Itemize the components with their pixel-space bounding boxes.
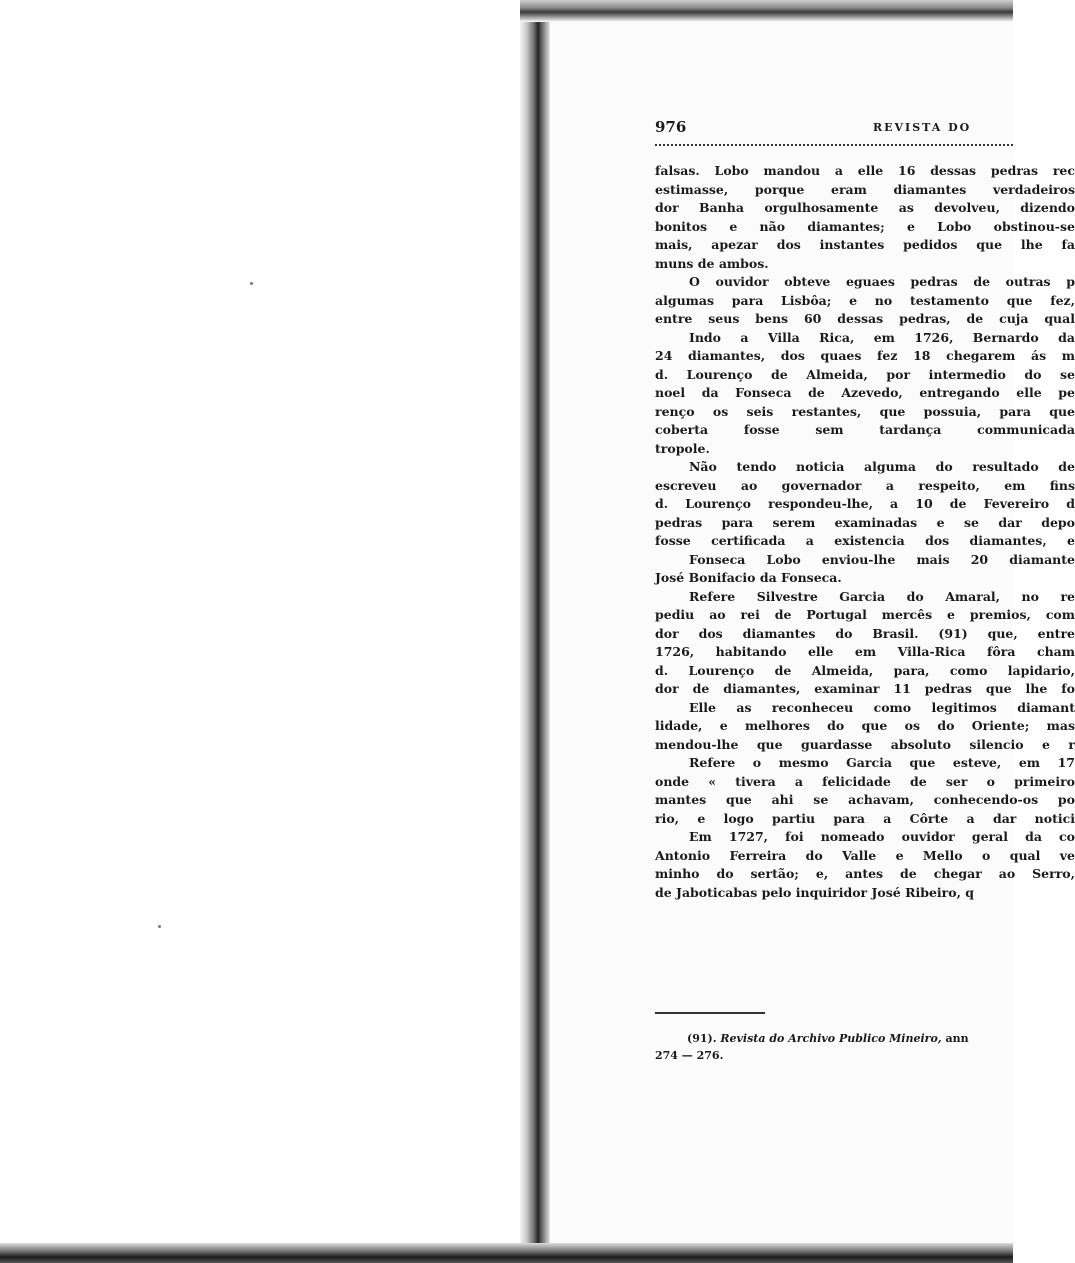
text-line: lidade, e melhores do que os do Oriente; mas	[655, 718, 1075, 733]
page-top-edge	[520, 0, 1013, 22]
text-line: entre seus bens 60 dessas pedras, de cuja qual	[655, 311, 1075, 326]
text-line: d. Lourenço de Almeida, para, como lapidario,	[655, 662, 1075, 678]
text-line: Em 1727, foi nomeado ouvidor geral da co	[689, 829, 1075, 844]
text-line: d. Lourenço de Almeida, por intermedio do se	[655, 366, 1075, 382]
text-line: Antonio Ferreira do Valle e Mello o qual ve	[655, 847, 1075, 863]
text-line: dor dos diamantes do Brasil. (91) que, entre	[655, 625, 1075, 641]
header-rule	[655, 144, 1013, 146]
text-line: coberta fosse sem tardança communicada	[655, 422, 1075, 437]
text-line: Elle as reconheceu como legitimos diamant	[689, 699, 1075, 715]
text-line: Refere o mesmo Garcia que esteve, em 17	[689, 755, 1075, 770]
text-line: mendou-lhe que guardasse absoluto silencio e r	[655, 736, 1075, 752]
book-spine-edge	[520, 0, 550, 1263]
text-line: tropole.	[655, 440, 710, 456]
footnote-title: Revista do Archivo Publico Mineiro,	[720, 1032, 942, 1045]
footnote-line	[655, 1030, 1075, 1047]
text-line: mantes que ahi se achavam, conhecendo-os po	[655, 792, 1075, 807]
running-head: REVISTA DO	[873, 121, 972, 134]
text-line: onde « tivera a felicidade de ser o primeiro	[655, 773, 1075, 789]
body-text	[655, 162, 1075, 902]
page-number: 976	[655, 118, 687, 136]
text-line: falsas. Lobo mandou a elle 16 dessas pedras rec	[655, 163, 1075, 178]
text-line: muns de ambos.	[655, 255, 769, 271]
text-line: noel da Fonseca de Azevedo, entregando elle pe	[655, 385, 1075, 400]
text-line: dor de diamantes, examinar 11 pedras que lhe fo	[655, 681, 1075, 696]
text-line: pediu ao rei de Portugal mercês e premios, com	[655, 607, 1075, 622]
text-line: 24 diamantes, dos quaes fez 18 chegarem ás m	[655, 348, 1075, 363]
text-line: fosse certificada a existencia dos diamantes, e	[655, 533, 1075, 548]
footnote-tail: ann	[945, 1032, 969, 1045]
text-line: Indo a Villa Rica, em 1726, Bernardo da	[689, 329, 1075, 345]
text-line: algumas para Lisbôa; e no testamento que fez,	[655, 292, 1075, 308]
footnote-pages: 274 — 276.	[655, 1049, 724, 1062]
text-line: Refere Silvestre Garcia do Amaral, no re	[689, 588, 1075, 604]
footnote-marker: (91).	[687, 1032, 717, 1045]
text-line: minho do sertão; e, antes de chegar ao Serro,	[655, 866, 1075, 881]
blank-facing-page	[0, 0, 520, 1263]
text-line: O ouvidor obteve eguaes pedras de outras p	[689, 274, 1075, 289]
text-line: 1726, habitando elle em Villa-Rica fôra cham	[655, 644, 1075, 659]
text-line: Não tendo noticia alguma do resultado de	[689, 459, 1075, 474]
footnotes	[655, 1030, 1075, 1064]
text-line: pedras para serem examinadas e se dar depo	[655, 514, 1075, 530]
page-header	[655, 118, 1013, 140]
text-line: de Jaboticabas pelo inquiridor José Ribeiro, q	[655, 884, 975, 900]
text-line: d. Lourenço respondeu-lhe, a 10 de Fevereiro d	[655, 496, 1075, 511]
text-line: rio, e logo partiu para a Côrte a dar notici	[655, 810, 1075, 826]
footnote-line	[655, 1047, 1075, 1064]
text-line: renço os seis restantes, que possuia, para que	[655, 403, 1075, 419]
speck	[250, 282, 253, 285]
text-line: escreveu ao governador a respeito, em fins	[655, 477, 1075, 493]
text-line: mais, apezar dos instantes pedidos que lhe fa	[655, 237, 1075, 252]
text-line: Fonseca Lobo enviou-lhe mais 20 diamante	[689, 551, 1075, 567]
speck	[158, 925, 161, 928]
text-line: dor Banha orgulhosamente as devolveu, dizendo	[655, 200, 1075, 215]
footnote-rule	[655, 1012, 765, 1014]
page-bottom-edge	[0, 1243, 1013, 1263]
text-line: José Bonifacio da Fonseca.	[655, 570, 842, 585]
text-line: bonitos e não diamantes; e Lobo obstinou-se	[655, 218, 1075, 234]
text-line: estimasse, porque eram diamantes verdadeiros	[655, 181, 1075, 197]
